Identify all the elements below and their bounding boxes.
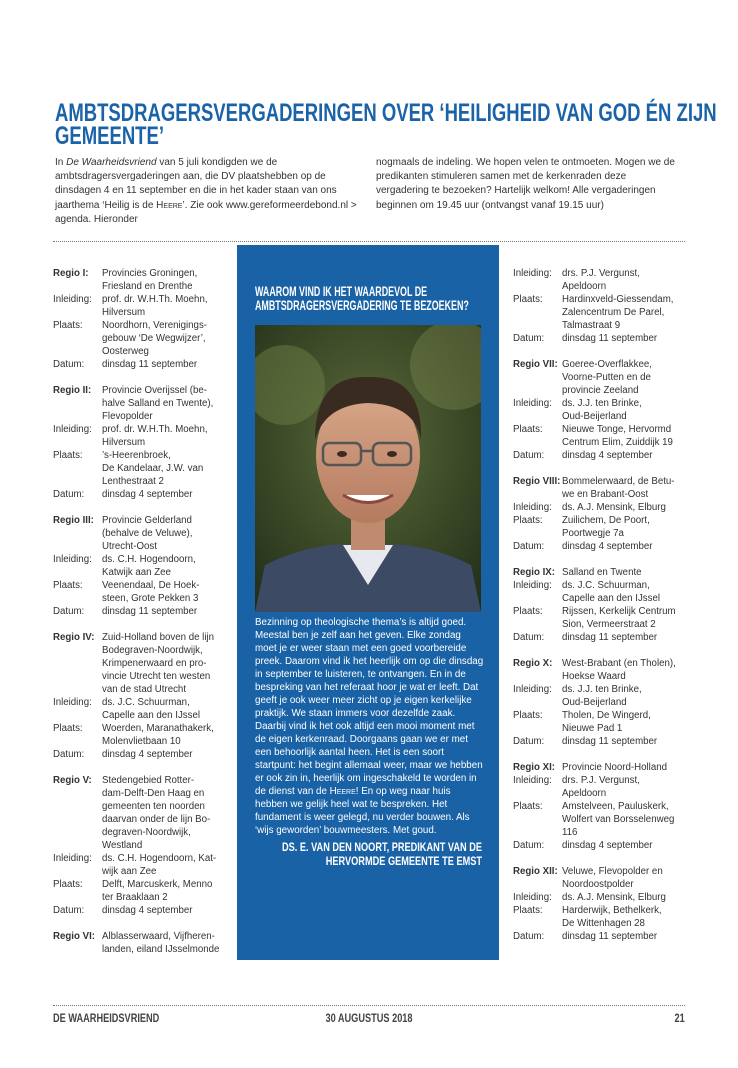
- schedule-column-right: [513, 267, 693, 956]
- schedule-row: [53, 722, 233, 748]
- schedule-region: [53, 930, 233, 956]
- schedule-row: [53, 449, 233, 488]
- intro-column-1: [55, 156, 360, 227]
- schedule-row: [53, 852, 233, 878]
- schedule-row: [513, 891, 693, 904]
- row-value: dinsdag 11 september: [102, 359, 198, 370]
- footer-divider: [53, 1005, 685, 1006]
- schedule-region: [53, 774, 233, 917]
- schedule-row: [513, 423, 693, 449]
- row-value: dinsdag 11 september: [562, 632, 658, 643]
- row-value: Rijssen, Kerkelijk Centrum Sion, Vermeerstraat 2: [562, 606, 676, 630]
- schedule-row: [513, 800, 693, 839]
- schedule-row: [53, 930, 233, 956]
- row-label: Regio VIII:: [513, 476, 561, 487]
- schedule-row: [53, 579, 233, 605]
- row-value: ds. J.C. Schuurman, Capelle aan den IJssel: [562, 580, 661, 604]
- schedule-column-left: [53, 267, 233, 969]
- portrait-photo: [255, 325, 481, 612]
- row-value: Tholen, De Wingerd, Nieuwe Pad 1: [562, 710, 651, 734]
- row-label: Datum:: [513, 840, 545, 851]
- schedule-region: [53, 267, 233, 371]
- schedule-row: [513, 735, 693, 748]
- row-value: Veenendaal, De Hoek- steen, Grote Pekken 3: [102, 580, 200, 604]
- row-value: drs. P.J. Vergunst, Apeldoorn: [562, 775, 640, 799]
- schedule-region: [513, 865, 693, 943]
- schedule-row: [53, 488, 233, 501]
- schedule-row: [513, 930, 693, 943]
- quote-text-part: Bezinning op theologische thema’s is altijd goed. Meestal ben je zelf aan het geven. Elke zondag moet je er weer staan met een goed voorbereide preek. Daarom vind ik het heerlijk om op die dinsdag in september te luisteren, te ontvangen. En in de bespreking van het referaat hoor je wat er leeft. Dat geeft je ook weer meer zicht op je eigen kerkelijke praktijk. We staan immers voor dezelfde zaak. Daarbij vind ik het ook altijd een mooi moment met de eigen kerkenraad. Doorgaans gaan we er met een behoorlijk aantal heen. Het is een soort startpunt: het begint allemaal weer, maar we hebben er ook zin in, heerlijk om ingeschakeld te worden in de dienst van de: [255, 617, 484, 797]
- schedule-row: [53, 514, 233, 553]
- row-label: Inleiding:: [53, 697, 92, 708]
- row-label: Regio II:: [53, 385, 92, 396]
- row-value: dinsdag 11 september: [562, 931, 658, 942]
- row-label: Regio I:: [53, 268, 89, 279]
- row-label: Plaats:: [53, 580, 83, 591]
- row-value: drs. P.J. Vergunst, Apeldoorn: [562, 268, 640, 292]
- schedule-row: [53, 631, 233, 696]
- row-value: Hardinxveld-Giessendam, Zalencentrum De Parel, Talmastraat 9: [562, 294, 674, 331]
- schedule-row: [513, 475, 693, 501]
- row-label: Inleiding:: [513, 775, 552, 786]
- schedule-row: [513, 514, 693, 540]
- schedule-row: [513, 904, 693, 930]
- schedule-row: [513, 657, 693, 683]
- intro-text: ’. Zie ook www.gereformeerdebond.nl > agenda. Hieronder: [55, 199, 357, 225]
- intro-text: van 5 juli kondigden we de ambtsdragersvergaderingen aan, die DV plaatshebben op de dinsdagen 4 en 11 september en die in het kader staan van ons jaarthema ‘Heilig is de: [55, 157, 337, 211]
- schedule-row: [513, 501, 693, 514]
- row-value: Provincie Noord-Holland: [562, 762, 667, 773]
- article-title: AMBTSDRAGERSVERGADERINGEN OVER ‘HEILIGHEID VAN GOD ÉN ZIJN GEMEENTE’: [55, 99, 717, 150]
- intro-text: In: [55, 157, 67, 168]
- row-label: Plaats:: [513, 294, 543, 305]
- row-label: Datum:: [513, 736, 545, 747]
- row-value: Nieuwe Tonge, Hervormd Centrum Elim, Zuiddijk 19: [562, 424, 673, 448]
- row-value: dinsdag 4 september: [562, 450, 653, 461]
- schedule-row: [53, 553, 233, 579]
- row-label: Inleiding:: [513, 892, 552, 903]
- schedule-row: [513, 293, 693, 332]
- row-label: Plaats:: [53, 723, 83, 734]
- schedule-region: [513, 657, 693, 748]
- row-value: Delft, Marcuskerk, Menno ter Braaklaan 2: [102, 879, 213, 903]
- schedule-row: [513, 449, 693, 462]
- row-value: ds. C.H. Hogendoorn, Katwijk aan Zee: [102, 554, 196, 578]
- publication-name: De Waarheidsvriend: [66, 157, 157, 168]
- schedule-row: [513, 865, 693, 891]
- schedule-row: [513, 579, 693, 605]
- row-label: Datum:: [53, 749, 85, 760]
- row-label: Plaats:: [53, 879, 83, 890]
- row-value: dinsdag 11 september: [102, 606, 198, 617]
- schedule-region: [513, 475, 693, 553]
- schedule-region: [513, 566, 693, 644]
- schedule-row: [53, 267, 233, 293]
- row-value: Zuilichem, De Poort, Poortwegje 7a: [562, 515, 650, 539]
- schedule-row: [53, 293, 233, 319]
- row-label: Plaats:: [53, 320, 83, 331]
- row-value: ds. J.J. ten Brinke, Oud-Beijerland: [562, 398, 642, 422]
- row-value: Salland en Twente: [562, 567, 642, 578]
- schedule-row: [513, 397, 693, 423]
- row-value: dinsdag 11 september: [562, 736, 658, 747]
- schedule-region: [513, 358, 693, 462]
- schedule-row: [513, 566, 693, 579]
- row-value: ds. J.J. ten Brinke, Oud-Beijerland: [562, 684, 642, 708]
- row-label: Regio VII:: [513, 359, 558, 370]
- row-value: Stedengebied Rotter- dam-Delft-Den Haag en gemeenten ten noorden daarvan onder de lijn Bo- degraven-Noordwijk, Westland: [102, 775, 211, 851]
- intro-column-2: nogmaals de indeling. We hopen velen te ontmoeten. Mogen we de predikanten stimuleren samen met de kerkenraden deze vergadering te bezoeken? Hartelijk welkom! Alle vergaderingen beginnen om 19.45 uur (ontvangst vanaf 19.15 uur): [376, 157, 675, 211]
- row-label: Plaats:: [513, 515, 543, 526]
- row-value: West-Brabant (en Tholen), Hoekse Waard: [562, 658, 676, 682]
- page-number: 21: [674, 1013, 685, 1025]
- row-label: Inleiding:: [513, 268, 552, 279]
- row-value: Bommelerwaard, de Betu- we en Brabant-Oost: [562, 476, 675, 500]
- row-value: ’s-Heerenbroek, De Kandelaar, J.W. van Lenthestraat 2: [102, 450, 204, 487]
- row-label: Regio III:: [53, 515, 94, 526]
- row-label: Plaats:: [513, 801, 543, 812]
- row-label: Regio IV:: [53, 632, 95, 643]
- schedule-row: [53, 774, 233, 852]
- row-value: ds. C.H. Hogendoorn, Kat- wijk aan Zee: [102, 853, 217, 877]
- row-label: Datum:: [513, 931, 545, 942]
- schedule-row: [513, 709, 693, 735]
- row-label: Regio VI:: [53, 931, 95, 942]
- quote-box: [237, 245, 499, 960]
- row-value: Noordhorn, Verenigings- gebouw ‘De Wegwijzer’, Oosterweg: [102, 320, 208, 357]
- row-label: Inleiding:: [513, 580, 552, 591]
- row-value: Woerden, Maranathakerk, Molenvlietbaan 10: [102, 723, 214, 747]
- row-label: Inleiding:: [53, 853, 92, 864]
- row-value: ds. A.J. Mensink, Elburg: [562, 892, 666, 903]
- row-value: Provincie Overijssel (be- halve Salland en Twente), Flevopolder: [102, 385, 214, 422]
- schedule-row: [53, 878, 233, 904]
- schedule-row: [513, 839, 693, 852]
- row-value: dinsdag 11 september: [562, 333, 658, 344]
- schedule-row: [53, 605, 233, 618]
- row-label: Inleiding:: [513, 398, 552, 409]
- footer-publication: DE WAARHEIDSVRIEND: [53, 1013, 160, 1025]
- dotted-divider: [53, 241, 685, 242]
- schedule-row: [513, 358, 693, 397]
- schedule-row: [53, 384, 233, 423]
- row-value: dinsdag 4 september: [562, 541, 653, 552]
- schedule-row: [53, 904, 233, 917]
- quote-box-title: WAAROM VIND IK HET WAARDEVOL DE AMBTSDRAGERSVERGADERING TE BEZOEKEN?: [255, 284, 469, 313]
- schedule-row: [53, 319, 233, 358]
- quote-text-part: ! En op weg naar huis hebben we gelijk heel wat te bespreken. Het fundament is weer gelegd, nu verder bouwen. Als ‘wijs geworden’ bouwmeesters. Met goud.: [255, 786, 470, 836]
- row-label: Regio X:: [513, 658, 553, 669]
- row-label: Inleiding:: [513, 684, 552, 695]
- small-caps-text: Heere: [156, 199, 183, 211]
- row-value: Alblasserwaard, Vijfheren- landen, eiland IJsselmonde: [102, 931, 220, 955]
- row-value: prof. dr. W.H.Th. Moehn, Hilversum: [102, 424, 208, 448]
- schedule-row: [53, 358, 233, 371]
- schedule-row: [513, 267, 693, 293]
- schedule-row: [53, 696, 233, 722]
- row-label: Regio V:: [53, 775, 92, 786]
- row-label: Plaats:: [513, 606, 543, 617]
- row-value: dinsdag 4 september: [102, 905, 193, 916]
- row-value: Provincie Gelderland (behalve de Veluwe), Utrecht-Oost: [102, 515, 193, 552]
- row-value: Zuid-Holland boven de lijn Bodegraven-Noordwijk, Krimpenerwaard en pro- vincie Utrecht ten westen van de stad Utrecht: [102, 632, 215, 695]
- row-label: Datum:: [53, 905, 85, 916]
- schedule-row: [513, 540, 693, 553]
- row-label: Regio IX:: [513, 567, 555, 578]
- row-value: prof. dr. W.H.Th. Moehn, Hilversum: [102, 294, 208, 318]
- row-label: Plaats:: [53, 450, 83, 461]
- row-value: Goeree-Overflakkee, Voorne-Putten en de provincie Zeeland: [562, 359, 652, 396]
- row-value: dinsdag 4 september: [102, 749, 193, 760]
- schedule-row: [53, 423, 233, 449]
- schedule-row: [513, 631, 693, 644]
- quote-text: [255, 616, 485, 837]
- row-label: Datum:: [53, 606, 85, 617]
- small-caps-text: Heere: [329, 786, 356, 797]
- schedule-row: [513, 761, 693, 774]
- quote-attribution: DS. E. VAN DEN NOORT, PREDIKANT VAN DE HERVORMDE GEMEENTE TE EMST: [281, 842, 482, 868]
- row-label: Datum:: [513, 450, 545, 461]
- row-label: Datum:: [513, 541, 545, 552]
- row-label: Datum:: [513, 632, 545, 643]
- row-value: Amstelveen, Pauluskerk, Wolfert van Borsselenweg 116: [562, 801, 675, 838]
- row-label: Datum:: [513, 333, 545, 344]
- schedule-region: [53, 384, 233, 501]
- row-value: dinsdag 4 september: [562, 840, 653, 851]
- row-label: Regio XII:: [513, 866, 558, 877]
- row-label: Datum:: [53, 489, 85, 500]
- row-label: Plaats:: [513, 424, 543, 435]
- row-label: Plaats:: [513, 710, 543, 721]
- footer-date: 30 AUGUSTUS 2018: [325, 1013, 413, 1025]
- schedule-region: [53, 514, 233, 618]
- row-label: Inleiding:: [53, 424, 92, 435]
- schedule-row: [513, 774, 693, 800]
- schedule-row: [513, 683, 693, 709]
- row-value: Harderwijk, Bethelkerk, De Wittenhagen 28: [562, 905, 662, 929]
- row-value: ds. J.C. Schuurman, Capelle aan den IJssel: [102, 697, 201, 721]
- row-value: Veluwe, Flevopolder en Noordoostpolder: [562, 866, 663, 890]
- row-value: dinsdag 4 september: [102, 489, 193, 500]
- row-value: Provincies Groningen, Friesland en Drenthe: [102, 268, 198, 292]
- schedule-region: [513, 761, 693, 852]
- row-label: Inleiding:: [53, 294, 92, 305]
- schedule-region: [53, 631, 233, 761]
- schedule-region: [513, 267, 693, 345]
- schedule-row: [513, 332, 693, 345]
- schedule-row: [513, 605, 693, 631]
- row-value: ds. A.J. Mensink, Elburg: [562, 502, 666, 513]
- row-label: Plaats:: [513, 905, 543, 916]
- row-label: Regio XI:: [513, 762, 555, 773]
- row-label: Inleiding:: [513, 502, 552, 513]
- row-label: Inleiding:: [53, 554, 92, 565]
- schedule-row: [53, 748, 233, 761]
- row-label: Datum:: [53, 359, 85, 370]
